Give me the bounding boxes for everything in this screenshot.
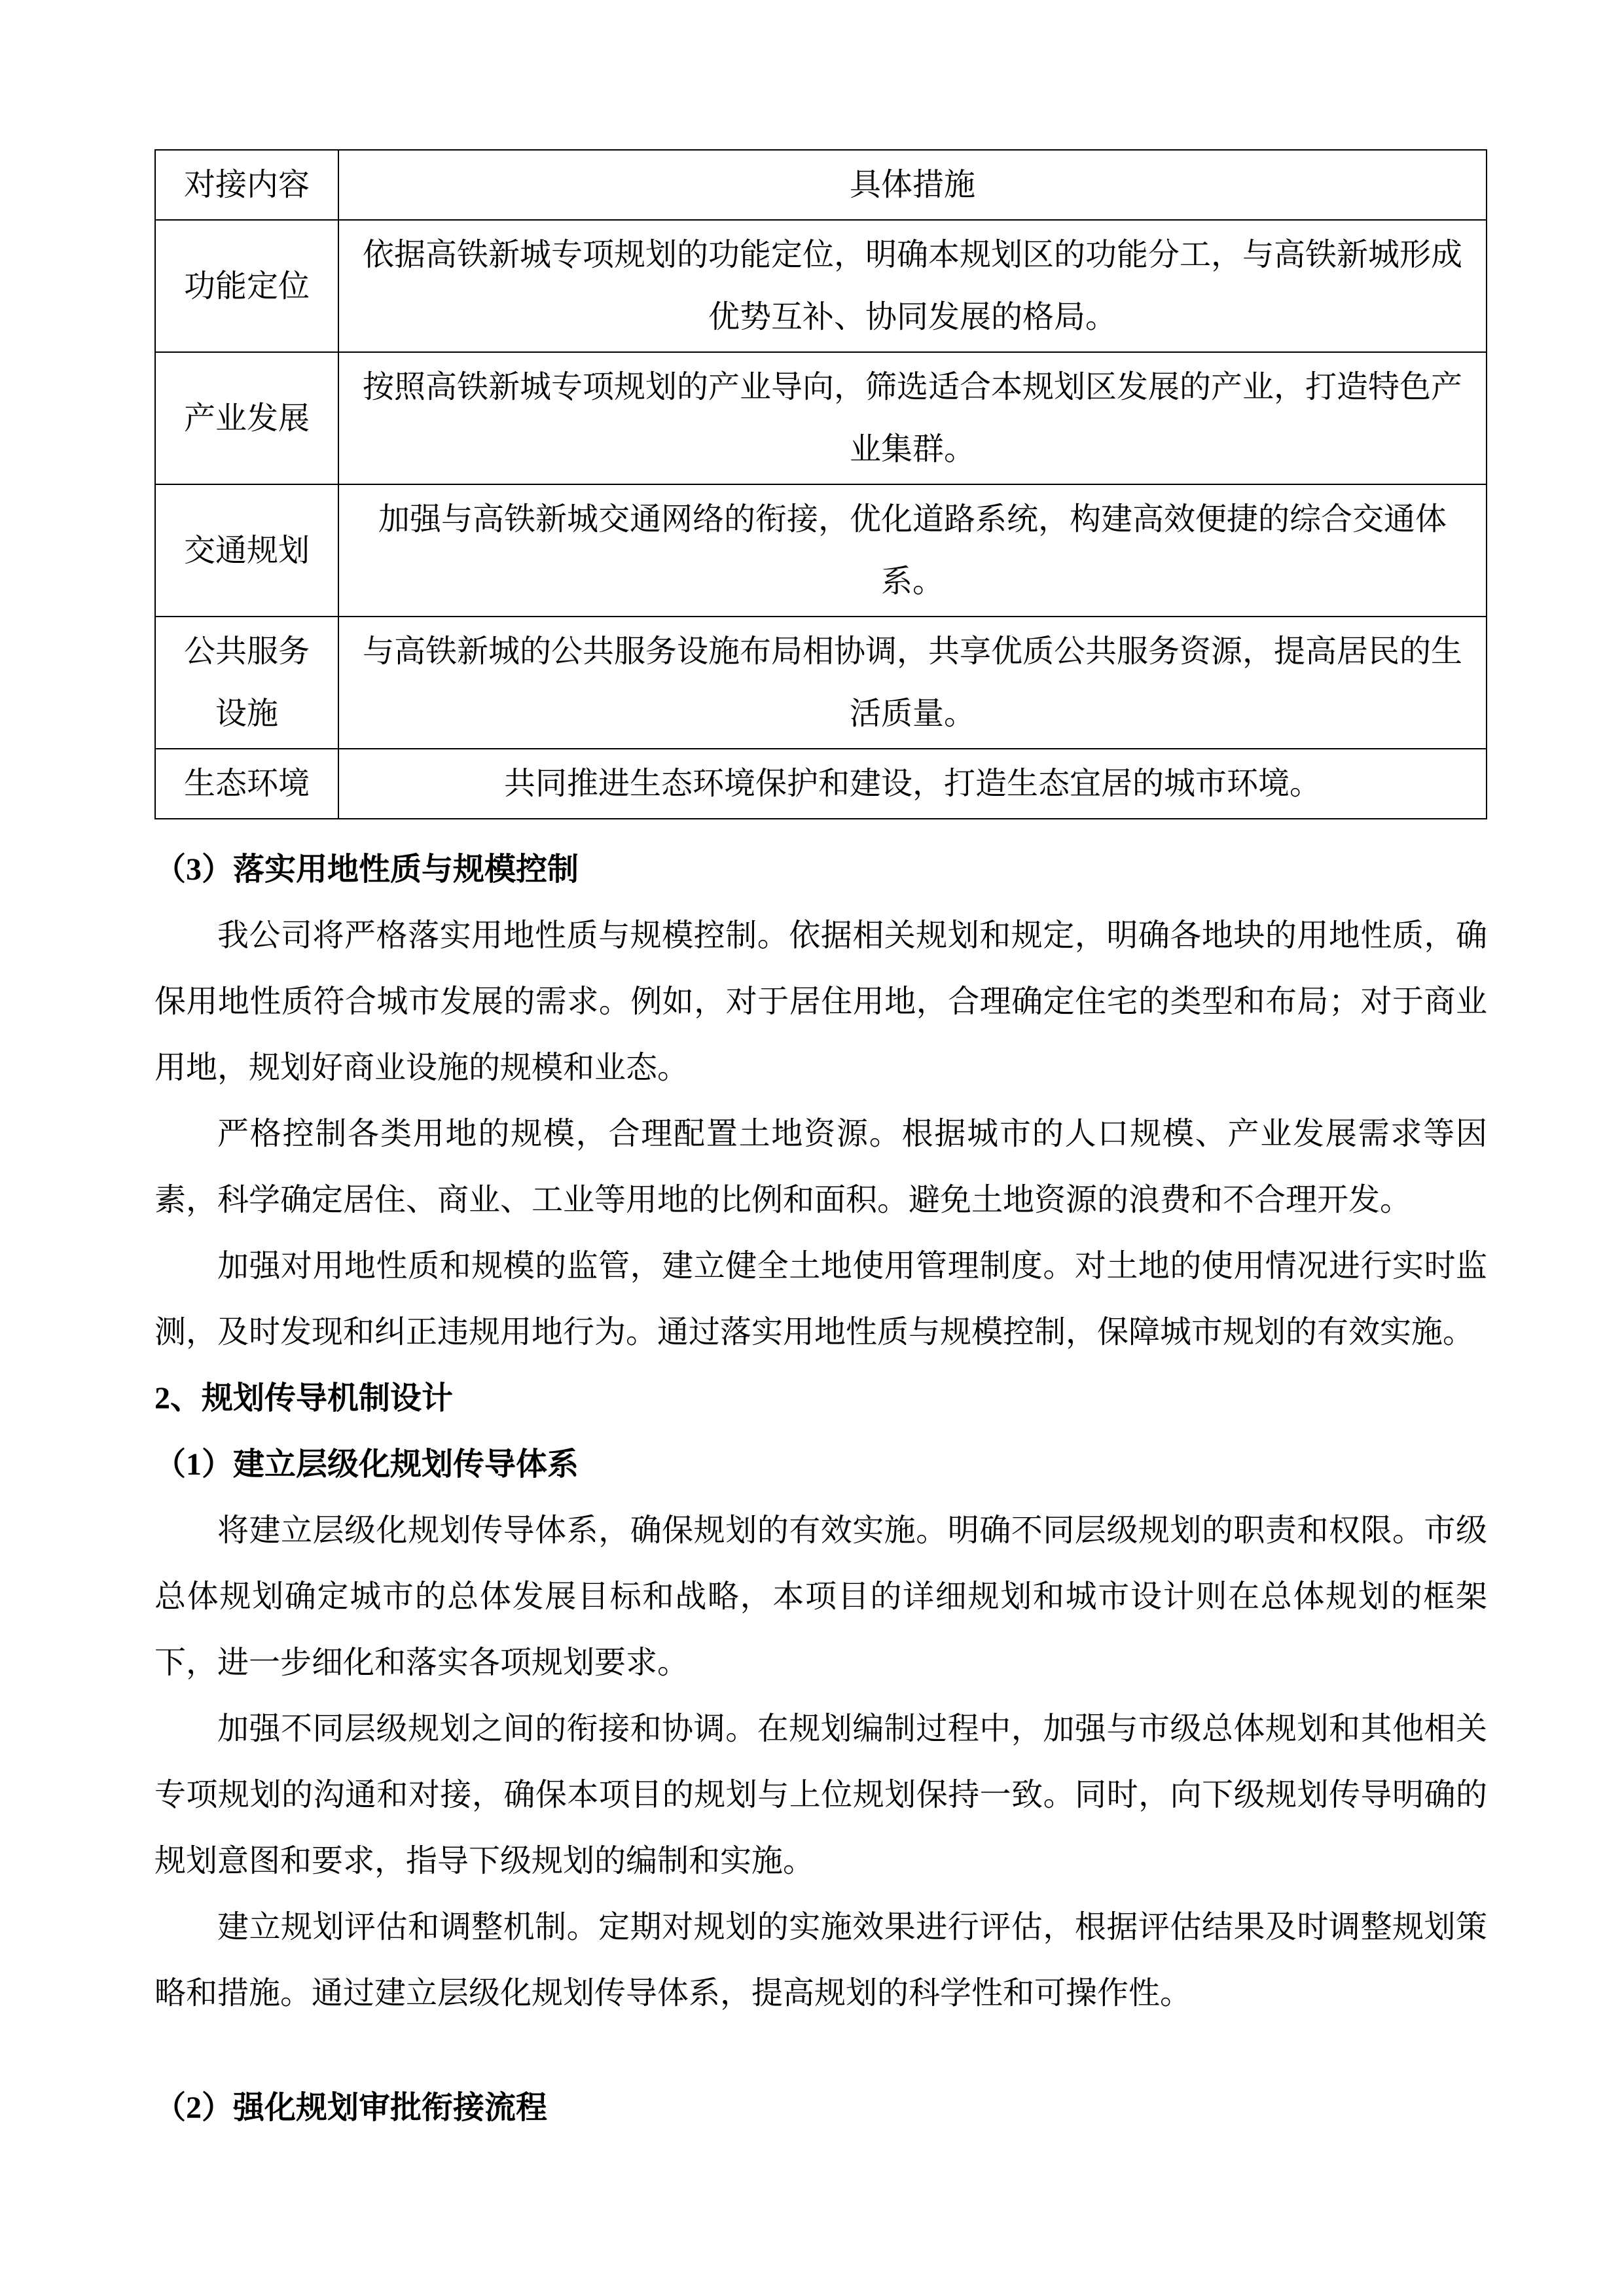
row-measure: 按照高铁新城专项规划的产业导向，筛选适合本规划区发展的产业，打造特色产业集群。 bbox=[338, 352, 1487, 484]
table-header-row bbox=[155, 150, 1487, 220]
row-label: 功能定位 bbox=[155, 220, 338, 352]
table-row bbox=[155, 484, 1487, 617]
table-row bbox=[155, 749, 1487, 819]
row-label: 公共服务设施 bbox=[155, 617, 338, 749]
table-row bbox=[155, 220, 1487, 352]
table-row bbox=[155, 617, 1487, 749]
row-measure: 共同推进生态环境保护和建设，打造生态宜居的城市环境。 bbox=[338, 749, 1487, 819]
paragraph: 加强不同层级规划之间的衔接和协调。在规划编制过程中，加强与市级总体规划和其他相关专项规划的沟通和对接，确保本项目的规划与上位规划保持一致。同时，向下级规划传导明确的规划意图和要求，指导下级规划的编制和实施。 bbox=[154, 1712, 1487, 1878]
document-page bbox=[154, 149, 1487, 2141]
table-header-measures: 具体措施 bbox=[338, 150, 1487, 220]
row-label: 产业发展 bbox=[155, 352, 338, 484]
paragraph: 严格控制各类用地的规模，合理配置土地资源。根据城市的人口规模、产业发展需求等因素，科学确定居住、商业、工业等用地的比例和面积。避免土地资源的浪费和不合理开发。 bbox=[154, 1117, 1487, 1217]
document-body bbox=[154, 836, 1487, 2141]
row-measure: 依据高铁新城专项规划的功能定位，明确本规划区的功能分工，与高铁新城形成优势互补、协同发展的格局。 bbox=[338, 220, 1487, 352]
heading-hierarchical-system: （1）建立层级化规划传导体系 bbox=[154, 1447, 579, 1482]
heading-transmission-mechanism: 2、规划传导机制设计 bbox=[154, 1381, 454, 1416]
row-label: 交通规划 bbox=[155, 484, 338, 617]
row-label: 生态环境 bbox=[155, 749, 338, 819]
paragraph: 建立规划评估和调整机制。定期对规划的实施效果进行评估，根据评估结果及时调整规划策略和措施。通过建立层级化规划传导体系，提高规划的科学性和可操作性。 bbox=[154, 1910, 1487, 2011]
table-header-content: 对接内容 bbox=[155, 150, 338, 220]
row-measure: 与高铁新城的公共服务设施布局相协调，共享优质公共服务资源，提高居民的生活质量。 bbox=[338, 617, 1487, 749]
paragraph: 将建立层级化规划传导体系，确保规划的有效实施。明确不同层级规划的职责和权限。市级总体规划确定城市的总体发展目标和战略，本项目的详细规划和城市设计则在总体规划的框架下，进一步细化和落实各项规划要求。 bbox=[154, 1513, 1487, 1680]
heading-land-use-control: （3）落实用地性质与规模控制 bbox=[154, 852, 579, 887]
table-row bbox=[155, 352, 1487, 484]
paragraph: 加强对用地性质和规模的监管，建立健全土地使用管理制度。对土地的使用情况进行实时监测，及时发现和纠正违规用地行为。通过落实用地性质与规模控制，保障城市规划的有效实施。 bbox=[154, 1249, 1487, 1350]
heading-approval-process: （2）强化规划审批衔接流程 bbox=[154, 2090, 548, 2125]
paragraph: 我公司将严格落实用地性质与规模控制。依据相关规划和规定，明确各地块的用地性质，确保用地性质符合城市发展的需求。例如，对于居住用地，合理确定住宅的类型和布局；对于商业用地，规划好商业设施的规模和业态。 bbox=[154, 918, 1487, 1085]
alignment-measures-table bbox=[154, 149, 1487, 819]
row-measure: 加强与高铁新城交通网络的衔接，优化道路系统，构建高效便捷的综合交通体系。 bbox=[338, 484, 1487, 617]
